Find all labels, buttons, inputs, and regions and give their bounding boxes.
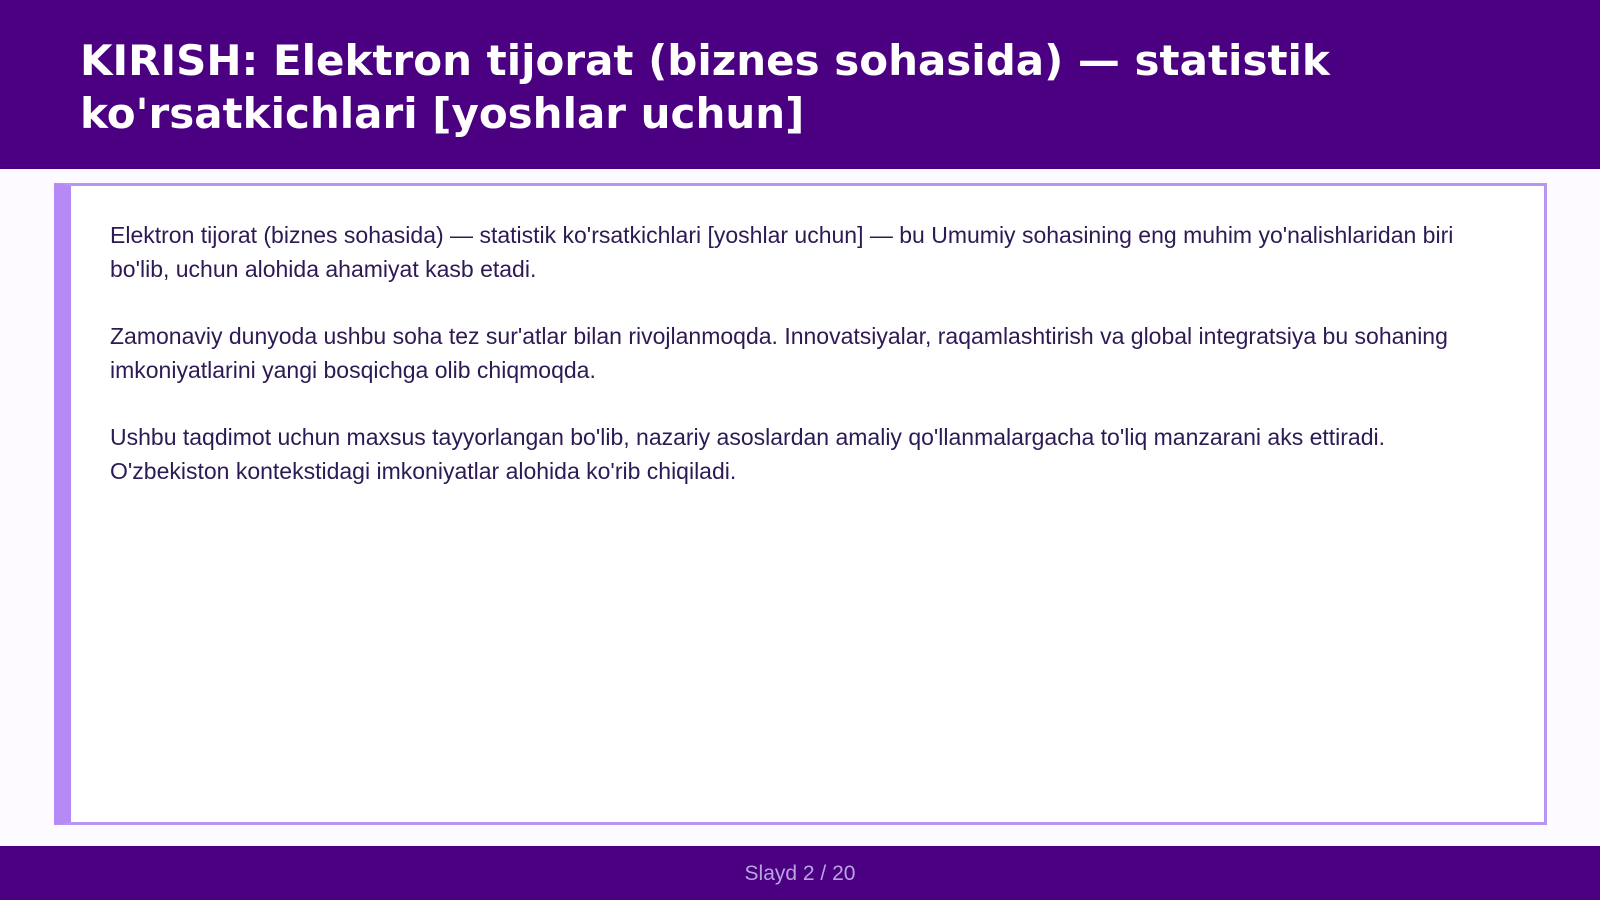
intro-paragraph: Elektron tijorat (biznes sohasida) — statistik ko'rsatkichlari [yoshlar uchun] — bu Umumiy sohasining eng muhim yo'nalishlaridan biri bo'lib, uchun alohida ahamiyat kasb etadi. (110, 222, 1454, 282)
content-panel (54, 183, 1547, 825)
presentation-summary-paragraph: Ushbu taqdimot uchun maxsus tayyorlangan bo'lib, nazariy asoslardan amaliy qo'llanmalargacha to'liq manzarani aks ettiradi. O'zbekiston kontekstidagi imkoniyatlar alohida ko'rib chiqiladi. (110, 424, 1386, 484)
slide-header (0, 0, 1600, 169)
development-paragraph: Zamonaviy dunyoda ushbu soha tez sur'atlar bilan rivojlanmoqda. Innovatsiyalar, raqamlashtirish va global integratsiya bu sohaning imkoniyatlarini yangi bosqichga olib chiqmoqda. (110, 323, 1448, 383)
slide-counter: Slayd 2 / 20 (744, 862, 856, 885)
slide-footer (0, 846, 1600, 900)
slide-title: KIRISH: Elektron tijorat (biznes sohasida) — statistik ko'rsatkichlari [yoshlar uchun] (80, 36, 1330, 138)
